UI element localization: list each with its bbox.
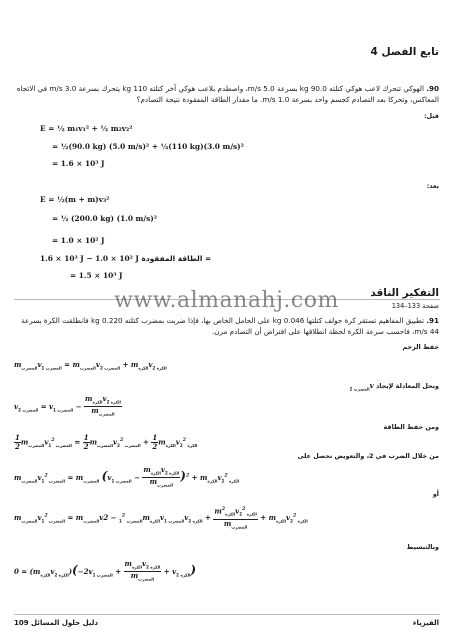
critical-thinking-pages: صفحة 133–134 (391, 302, 439, 310)
solve-label: وبحل المعادلة لإيجاد $v_{المضرب 2}$ (349, 381, 439, 392)
or-label: أو (432, 490, 439, 498)
after-equation-2: = ½ (200.0 kg) (1.0 m/s)² (52, 214, 157, 223)
substitution-equation: $m_{المضرب}v_{المضرب 1}^2 = m_{المضرب}$ ($v_{المضرب 1}$ − $\frac{m_{الكرة}v_{الكرة 2}}{m_{المضرب}}$ )$^2 + m_{الكرة}v_{الكرة 2}^2$ (14, 465, 240, 488)
problem-90-body: الهوكي تتحرك لاعب هوكي كتلته 90.0 kg بسرعة 5.0 m/s، واصطدم بلاعب هوكي آخر كتلته 110 kg يتحرك بسرعة 3.0 m/s في الاتجاه المعاكس، وتحركا بعد التصادم كجسم واحد بسرعة 1.0 m/s. ما مقدار الطاقة المفقودة نتيجة التصادم؟ (16, 84, 439, 104)
watermark: www.almanahj.com (114, 288, 339, 313)
substitution-label: من خلال الضرب في 2، والتعويض نحصل على (297, 452, 439, 460)
after-equation-3: = 1.0 × 10² J (52, 236, 105, 245)
after-equation-1: E = ½(m + m)v₃² (40, 195, 110, 204)
simplify-label: وبالتبسيط (406, 543, 439, 551)
problem-91-text (13, 315, 439, 337)
expanded-equation: $m_{المضرب}v_{المضرب 1}^2 = m_{المضرب}v$ $_{المضرب 1}^2 - 2m_{الكرة}v_{المضرب 1}v_{الكرة 2}$ + $\frac{m _{الكرة}^2 v_{الكرة 2}^2}{m_{المضرب}}$ + $m_{الكرة}v_{الكرة 2}^2$ (14, 506, 308, 530)
energy-lost-label: الطاقة المفقودة = (141, 254, 212, 263)
momentum-label: حفظ الزخم (402, 343, 439, 351)
simplified-equation: $0 = (m_{الكرة}v_{الكرة 2})(-2v_{المضرب 1}$ + $\frac{m_{الكرة}v_{الكرة 2}}{m_{المضرب}}$ + $v_{الكرة 2}$) (14, 559, 197, 582)
problem-91-number: 91. (426, 316, 439, 325)
problem-90-text (13, 83, 439, 105)
before-label: قبل: (423, 112, 439, 120)
after-label: بعد: (426, 182, 439, 190)
before-equation-1: E = ½ m₁v₁² + ½ m₂v₂² (40, 124, 133, 133)
section-title: تابع الفصل 4 (370, 46, 439, 58)
footer-divider (14, 614, 440, 615)
footer-right: الفيزياء (412, 619, 439, 627)
problem-90-number: 90. (426, 84, 439, 93)
problem-91-body: تطبيق المفاهيم تستقر كرة جولف كتلتها 0.046 kg على الحامل الخاص بها، فإذا ضربت بمضرب كتلته 0.220 kg فانطلقت الكرة بسرعة 44 m/s، فاحسب سرعة الكرة لحظة انطلاقها على افتراض أن التصادم مرن. (21, 316, 439, 336)
energy-lost-value: 1.6 × 10³ J − 1.0 × 10² J (40, 254, 139, 263)
before-equation-2: = ½(90.0 kg) (5.0 m/s)² + ½(110 kg)(3.0 m/s)² (52, 142, 244, 151)
energy-lost-line (40, 254, 211, 263)
energy-label: ومن حفظ الطاقة (383, 423, 439, 431)
momentum-equation: $m_{المضرب}v_{المضرب 1} = m_{المضرب}v_{المضرب 2} + m_{الكرة}v_{الكرة 2}$ (14, 360, 167, 371)
footer-left: دليل حلول المسائل 109 (14, 619, 98, 627)
energy-equation: $\frac{1}{2}$ $m_{المضرب}v_{المضرب 1}^2$ = $\frac{1}{2}$ $m_{المضرب}v_{المضرب 2}^2$ + $\frac{1}{2}$ $m_{الكرة}v_{الكرة 2}^2$ (15, 433, 198, 451)
before-equation-3: = 1.6 × 10³ J (52, 159, 105, 168)
critical-thinking-title: التفكير الناقد (370, 287, 439, 299)
solve-equation: $v_{المضرب 2} = v_{المضرب 1}$ − $\frac{m_{الكرة}v_{الكرة 2}}{m_{المضرب}}$ (14, 394, 121, 417)
energy-lost-result: = 1.5 × 10³ J (70, 271, 123, 280)
